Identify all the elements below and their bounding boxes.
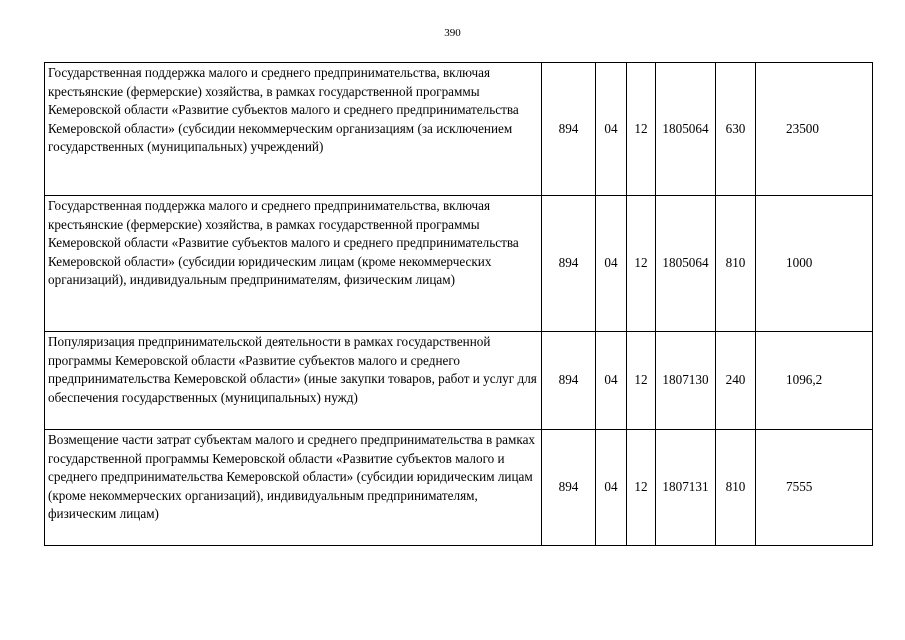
subsection-code: 12 [627, 430, 656, 546]
target-article-code: 1805064 [656, 63, 716, 196]
target-article-code: 1807131 [656, 430, 716, 546]
subsection-code: 12 [627, 332, 656, 430]
section-code: 04 [596, 332, 627, 430]
row-description: Популяризация предпринимательской деятельности в рамках государственной программы Кемеровской области «Развитие субъектов малого и среднего предпринимательства Кемеровской области» (иные закупки товаров, работ и услуг для обеспечения государственных (муниципальных) нужд) [45, 332, 542, 430]
budget-table [44, 62, 873, 546]
subsection-code: 12 [627, 196, 656, 332]
expense-type-code: 630 [716, 63, 756, 196]
ministry-code: 894 [542, 196, 596, 332]
row-description: Возмещение части затрат субъектам малого и среднего предпринимательства в рамках государственной программы Кемеровской области «Развитие субъектов малого и среднего предпринимательства Кемеровской области» (субсидии юридическим лицам (кроме некоммерческих организаций), индивидуальным предпринимателям, физическим лицам) [45, 430, 542, 546]
amount: 1000 [756, 196, 873, 332]
row-description: Государственная поддержка малого и среднего предпринимательства, включая крестьянские (фермерские) хозяйства, в рамках государственной программы Кемеровской области «Развитие субъектов малого и среднего предпринимательства Кемеровской области» (субсидии некоммерческим организациям (за исключением государственных (муниципальных) учреждений) [45, 63, 542, 196]
table-row [45, 63, 873, 196]
section-code: 04 [596, 63, 627, 196]
section-code: 04 [596, 196, 627, 332]
row-description: Государственная поддержка малого и среднего предпринимательства, включая крестьянские (фермерские) хозяйства, в рамках государственной программы Кемеровской области «Развитие субъектов малого и среднего предпринимательства Кемеровской области» (субсидии юридическим лицам (кроме некоммерческих организаций), индивидуальным предпринимателям, физическим лицам) [45, 196, 542, 332]
expense-type-code: 810 [716, 196, 756, 332]
expense-type-code: 240 [716, 332, 756, 430]
subsection-code: 12 [627, 63, 656, 196]
page-number: 390 [444, 27, 461, 39]
table-row [45, 430, 873, 546]
ministry-code: 894 [542, 63, 596, 196]
amount: 1096,2 [756, 332, 873, 430]
amount: 7555 [756, 430, 873, 546]
amount: 23500 [756, 63, 873, 196]
expense-type-code: 810 [716, 430, 756, 546]
target-article-code: 1807130 [656, 332, 716, 430]
ministry-code: 894 [542, 332, 596, 430]
table-row [45, 332, 873, 430]
target-article-code: 1805064 [656, 196, 716, 332]
section-code: 04 [596, 430, 627, 546]
ministry-code: 894 [542, 430, 596, 546]
table-row [45, 196, 873, 332]
